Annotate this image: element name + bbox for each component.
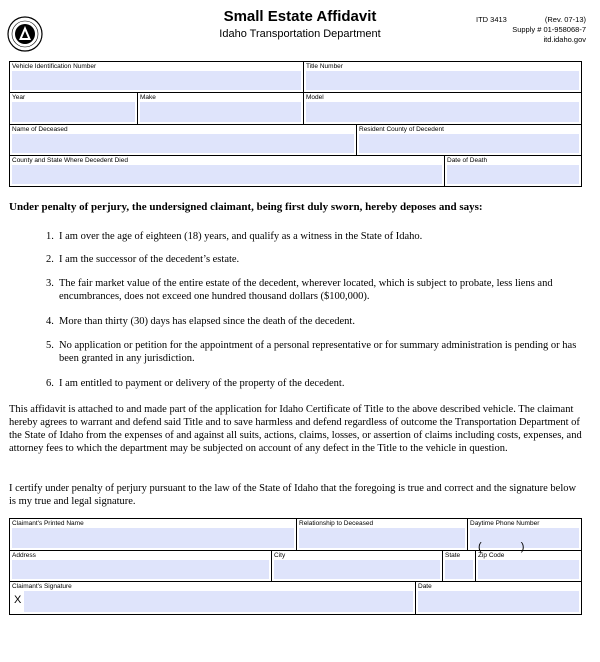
signature-x-mark: X [14,594,22,606]
year-cell [10,93,138,125]
city-label: City [274,552,286,559]
claimant-name-label: Claimant's Printed Name [12,520,84,527]
affidavit-paragraph: This affidavit is attached to and made part of the application for Idaho Certificate of Title to the above described vehicle. The claimant hereby agrees to warrant and defend said Title and to save harmless and defend regardless of outcome the Transportation Department of the State of Idaho from the expenses of and against all suits, actions, claims, losses, or assertion of claims including costs, expenses, and attorney fees to which the department may be subjected on account of any defect in the Title to the vehicle in question. [9,404,582,454]
address-field[interactable] [12,560,269,579]
city-cell [272,551,443,582]
date-label: Date [418,583,432,590]
title-number-cell [304,62,581,93]
county-state-died-cell [10,156,445,186]
form-header [0,0,600,58]
model-cell [304,93,581,125]
state-label: State [445,552,461,559]
state-field[interactable] [445,560,473,579]
supply-number: Supply # 01-958068-7 [512,25,586,34]
form-meta [476,15,586,45]
signature-cell [10,582,416,614]
phone-label: Daytime Phone Number [470,520,540,527]
claimant-name-field[interactable] [12,528,294,548]
date-field[interactable] [418,591,579,612]
model-label: Model [306,94,324,101]
date-of-death-field[interactable] [447,165,579,184]
phone-cell [468,519,581,551]
resident-county-label: Resident County of Decedent [359,126,444,133]
make-label: Make [140,94,156,101]
resident-county-cell [357,125,581,156]
form-number: ITD 3413 [476,15,507,24]
title-number-field[interactable] [306,71,579,90]
vehicle-info-grid [9,61,582,187]
certification-paragraph: I certify under penalty of perjury pursuant to the law of the State of Idaho that the foregoing is true and correct and the signature below is my true and legal signature. [9,483,577,507]
form-revision: (Rev. 07-13) [544,15,586,24]
year-label: Year [12,94,26,101]
zip-label: Zip Code [478,552,505,559]
zip-cell [476,551,581,582]
relationship-cell [297,519,468,551]
date-of-death-cell [445,156,581,186]
deceased-name-field[interactable] [12,134,354,153]
city-field[interactable] [274,560,440,579]
make-field[interactable] [140,102,301,122]
deceased-name-label: Name of Deceased [12,126,68,133]
make-cell [138,93,304,125]
zip-field[interactable] [478,560,579,579]
address-label: Address [12,552,36,559]
year-field[interactable] [12,102,135,122]
date-cell [416,582,581,614]
website: itd.idaho.gov [543,35,586,44]
form-subtitle: Idaho Transportation Department [219,28,381,40]
vin-cell [10,62,304,93]
state-cell [443,551,476,582]
address-cell [10,551,272,582]
claimant-name-cell [10,519,297,551]
title-number-label: Title Number [306,63,343,70]
model-field[interactable] [306,102,579,122]
claimant-info-grid [9,518,582,615]
resident-county-field[interactable] [359,134,579,153]
deceased-name-cell [10,125,357,156]
signature-field[interactable] [24,591,413,612]
relationship-label: Relationship to Deceased [299,520,374,527]
date-of-death-label: Date of Death [447,157,488,164]
signature-label: Claimant's Signature [12,583,72,590]
county-state-died-label: County and State Where Decedent Died [12,157,128,164]
declaration-lead: Under penalty of perjury, the undersigned claimant, being first duly sworn, hereby deposes and says: [9,201,483,213]
relationship-field[interactable] [299,528,465,548]
form-title: Small Estate Affidavit [223,8,377,25]
vin-field[interactable] [12,71,301,90]
county-state-died-field[interactable] [12,165,442,184]
phone-field[interactable] [470,528,579,553]
area-code-parens: ( ) [478,541,543,553]
vin-label: Vehicle Identification Number [12,63,97,70]
